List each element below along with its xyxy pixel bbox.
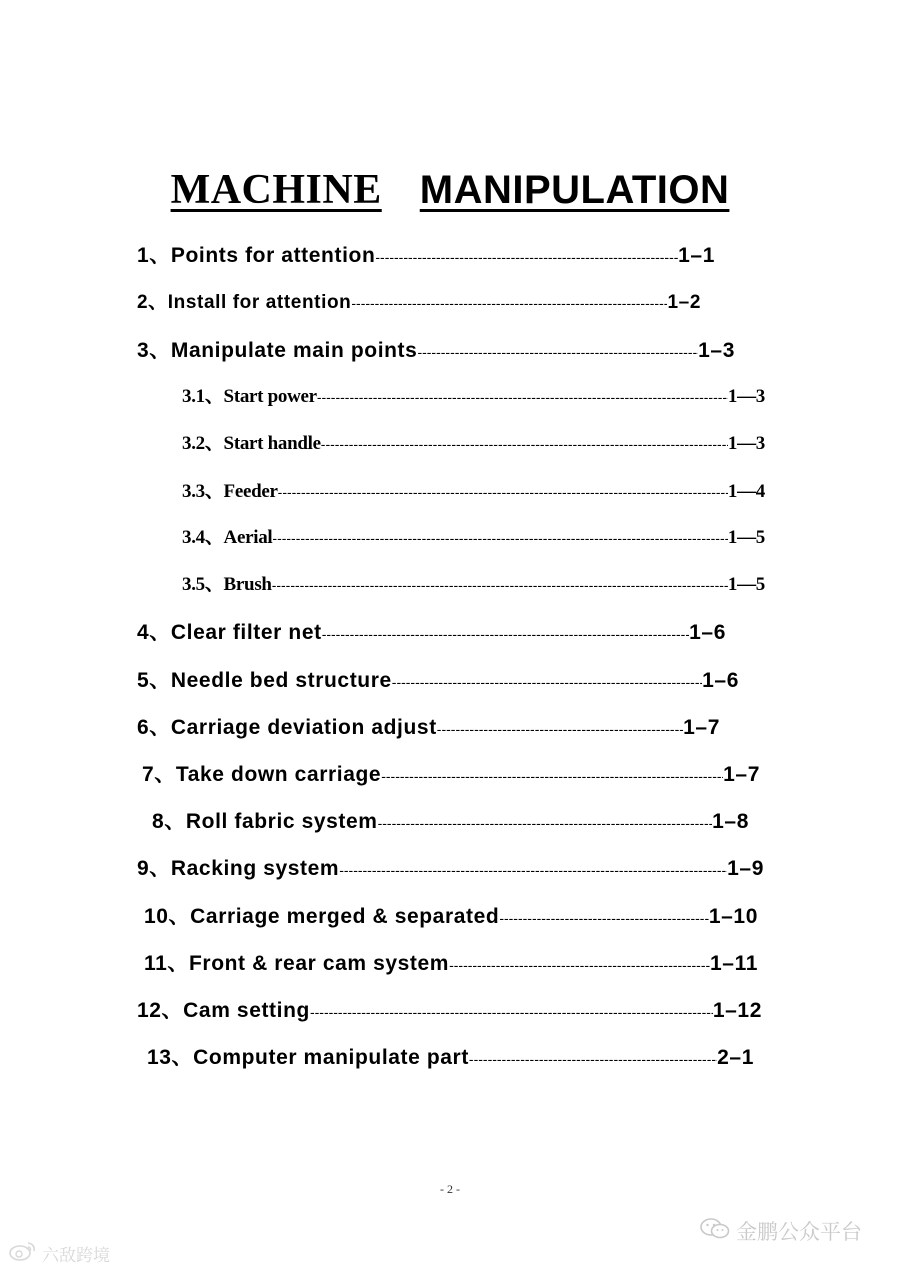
toc-entry[interactable] <box>142 758 760 788</box>
dot-leader <box>272 577 728 593</box>
toc-entry-page: 1–8 <box>712 810 749 833</box>
toc-entry-page: 1—5 <box>727 527 765 548</box>
toc-entry-label: 6、Carriage deviation adjust <box>137 716 437 739</box>
toc-entry-label: 3.5、Brush <box>182 574 272 595</box>
toc-entry[interactable] <box>137 664 739 694</box>
dot-leader <box>392 674 702 690</box>
toc-entry-label: 8、Roll fabric system <box>152 810 378 833</box>
toc-entry-page: 1—4 <box>727 481 765 502</box>
toc-entry-page: 1–10 <box>708 905 758 928</box>
toc-entry[interactable] <box>137 994 762 1024</box>
toc-entry-page: 1–3 <box>698 339 735 362</box>
page-number: - 2 - <box>440 1182 460 1196</box>
dot-leader <box>310 1004 713 1020</box>
title-word-manipulation: MANIPULATION <box>419 168 730 212</box>
toc-entry-label: 13、Computer manipulate part <box>147 1046 469 1069</box>
dot-leader <box>375 249 678 265</box>
toc-subentry[interactable] <box>182 522 765 549</box>
toc-entry-page: 1–6 <box>689 621 726 644</box>
dot-leader <box>351 295 667 311</box>
toc-subentry[interactable] <box>182 381 765 408</box>
watermark-left <box>8 1240 110 1267</box>
toc-entry-label: 1、Points for attention <box>137 244 376 267</box>
toc-entry-page: 1–2 <box>667 292 701 313</box>
watermark-right <box>700 1216 862 1246</box>
dot-leader <box>322 626 689 642</box>
toc-entry[interactable] <box>144 947 758 977</box>
toc-subentry[interactable] <box>182 569 765 596</box>
dot-leader <box>339 862 727 878</box>
title-word-machine: MACHINE <box>170 167 382 213</box>
toc-entry-label: 5、Needle bed structure <box>137 669 392 692</box>
dot-leader <box>449 957 710 973</box>
toc-entry-label: 4、Clear filter net <box>137 621 322 644</box>
toc-subentry[interactable] <box>182 476 765 503</box>
toc-entry-label: 3.4、Aerial <box>182 527 273 548</box>
dot-leader <box>321 436 728 452</box>
toc-entry[interactable] <box>137 616 726 646</box>
toc-entry-page: 1–1 <box>678 244 715 267</box>
toc-entry[interactable] <box>144 900 758 930</box>
toc-entry[interactable] <box>137 711 720 741</box>
toc-entry-page: 1–9 <box>727 857 764 880</box>
toc-entry[interactable] <box>137 334 735 364</box>
toc-entry-page: 1–12 <box>712 999 762 1022</box>
toc-entry[interactable] <box>147 1041 754 1071</box>
toc-entry-page: 1—3 <box>727 433 765 454</box>
toc-entry-page: 1–6 <box>702 669 739 692</box>
dot-leader <box>499 910 709 926</box>
dot-leader <box>378 815 713 831</box>
toc-entry[interactable] <box>137 852 764 882</box>
dot-leader <box>417 344 698 360</box>
toc-entry[interactable] <box>137 287 701 314</box>
toc-entry-label: 3.2、Start handle <box>182 433 321 454</box>
watermark-right-text: 金鹏公众平台 <box>736 1220 862 1244</box>
toc-entry-label: 2、Install for attention <box>137 292 352 313</box>
toc-entry-page: 1–7 <box>723 763 760 786</box>
toc-entry-label: 9、Racking system <box>137 857 340 880</box>
page-title <box>0 166 900 214</box>
wechat-icon <box>700 1217 730 1246</box>
toc-entry-page: 1—3 <box>727 386 765 407</box>
toc-entry-page: 1–7 <box>683 716 720 739</box>
toc-entry-label: 3、Manipulate main points <box>137 339 418 362</box>
toc-entry[interactable] <box>137 239 715 269</box>
dot-leader <box>381 768 723 784</box>
watermark-left-text: 六敌跨境 <box>42 1246 110 1266</box>
toc-entry-label: 7、Take down carriage <box>142 763 382 786</box>
dot-leader <box>317 389 728 405</box>
toc-entry-label: 12、Cam setting <box>137 999 310 1022</box>
toc-entry-label: 10、Carriage merged & separated <box>144 905 500 928</box>
toc-entry-page: 2–1 <box>717 1046 754 1069</box>
toc-entry[interactable] <box>152 805 749 835</box>
toc-entry-label: 3.1、Start power <box>182 386 317 407</box>
dot-leader <box>278 484 728 500</box>
toc-entry-label: 11、Front & rear cam system <box>144 952 450 975</box>
toc-entry-label: 3.3、Feeder <box>182 481 278 502</box>
dot-leader <box>437 721 683 737</box>
weibo-icon <box>8 1240 38 1267</box>
dot-leader <box>272 530 727 546</box>
toc-entry-page: 1–11 <box>710 952 758 975</box>
toc-subentry[interactable] <box>182 428 765 455</box>
dot-leader <box>469 1051 717 1067</box>
toc-entry-page: 1—5 <box>727 574 765 595</box>
